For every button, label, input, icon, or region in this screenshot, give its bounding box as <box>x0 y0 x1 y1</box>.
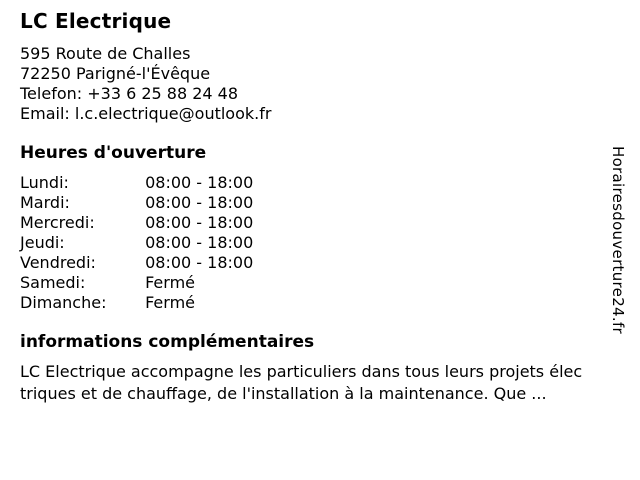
hours-row-saturday <box>20 273 253 293</box>
opening-hours-table <box>20 173 253 313</box>
hours-row-wednesday <box>20 213 253 233</box>
description-line-2: triques et de chauffage, de l'installation à la maintenance. Que ... <box>20 384 547 403</box>
additional-info-heading: informations complémentaires <box>20 332 315 352</box>
business-name-title: LC Electrique <box>20 9 172 33</box>
phone-line: Telefon: +33 6 25 88 24 48 <box>20 84 239 103</box>
day-label: Dimanche: <box>20 293 107 312</box>
time-value: Fermé <box>145 293 195 312</box>
time-value: 08:00 - 18:00 <box>145 253 254 272</box>
hours-row-monday <box>20 173 253 193</box>
day-label: Mardi: <box>20 193 70 212</box>
hours-row-sunday <box>20 293 253 313</box>
hours-row-thursday <box>20 233 253 253</box>
time-value: 08:00 - 18:00 <box>145 233 254 252</box>
time-value: 08:00 - 18:00 <box>145 213 254 232</box>
time-value: Fermé <box>145 273 195 292</box>
contact-info-block <box>20 44 271 124</box>
day-label: Mercredi: <box>20 213 95 232</box>
time-value: 08:00 - 18:00 <box>145 173 254 192</box>
opening-hours-heading: Heures d'ouverture <box>20 143 207 163</box>
hours-row-tuesday <box>20 193 253 213</box>
description-line-1: LC Electrique accompagne les particuliers dans tous leurs projets élec <box>20 362 583 381</box>
day-label: Vendredi: <box>20 253 96 272</box>
day-label: Samedi: <box>20 273 86 292</box>
email-line: Email: l.c.electrique@outlook.fr <box>20 104 272 123</box>
time-value: 08:00 - 18:00 <box>145 193 254 212</box>
business-description <box>20 361 632 405</box>
watermark-site-name: Horairesdouverture24.fr <box>609 146 627 334</box>
day-label: Jeudi: <box>20 233 65 252</box>
address-street: 595 Route de Challes <box>20 44 191 63</box>
hours-row-friday <box>20 253 253 273</box>
address-city: 72250 Parigné-l'Évêque <box>20 64 211 83</box>
day-label: Lundi: <box>20 173 69 192</box>
